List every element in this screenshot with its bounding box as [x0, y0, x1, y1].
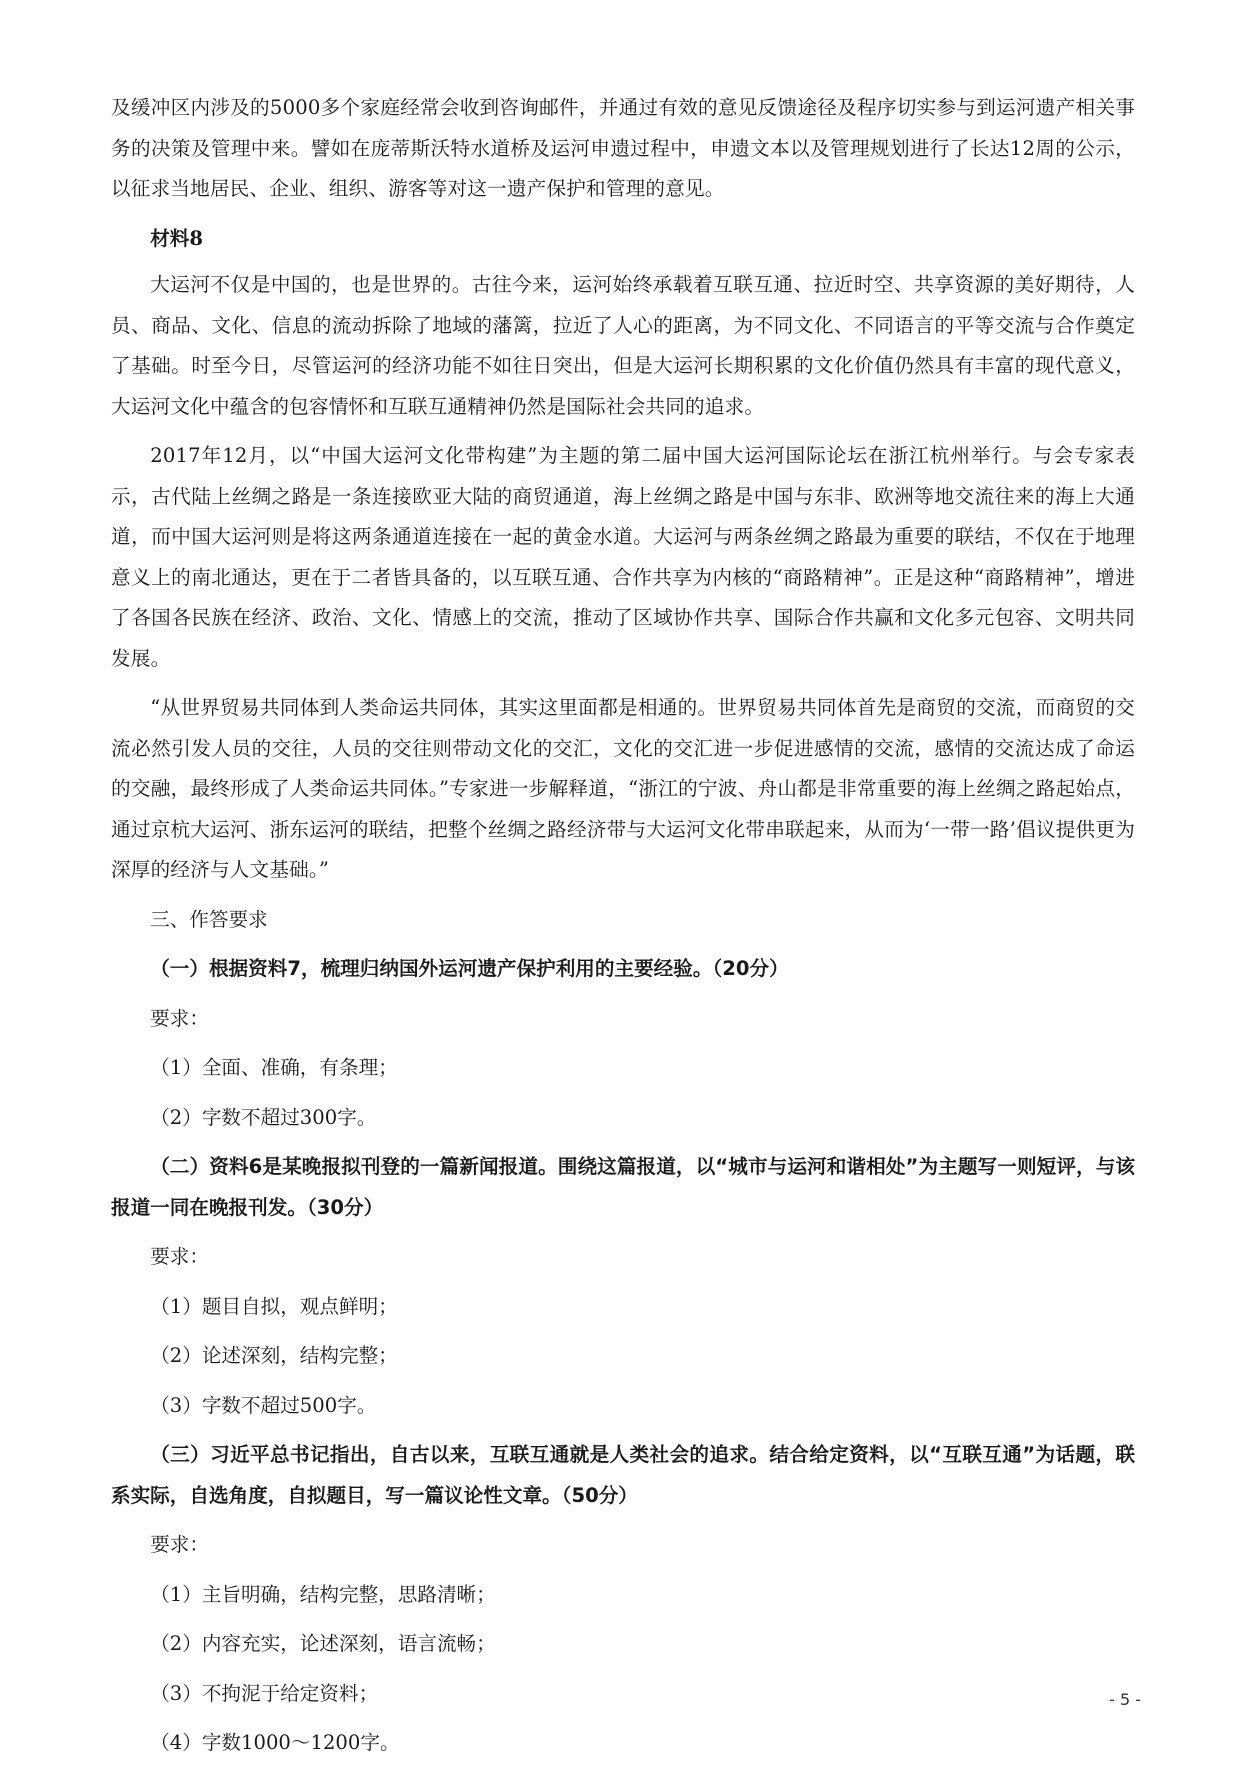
- document-page: [111, 88, 1135, 1773]
- question-3-requirement-3: （3）不拘泥于给定资料；: [150, 1681, 379, 1705]
- material8-heading: 材料8: [150, 226, 204, 250]
- material8-paragraph-3: “从世界贸易共同体到人类命运共同体，其实这里面都是相通的。世界贸易共同体首先是商贸的交流，而商贸的交流必然引发人员的交往，人员的交往则带动文化的交汇，文化的交汇进一步促进感情的交流，感情的交流达成了命运的交融，最终形成了人类命运共同体。”专家进一步解释道，“浙江的宁波、舟山都是非常重要的海上丝绸之路起始点，通过京杭大运河、浙东运河的联结，把整个丝绸之路经济带与大运河文化带串联起来，从而为‘一带一路’倡议提供更为深厚的经济与人文基础。”: [111, 696, 1135, 881]
- paragraph-continued: 及缓冲区内涉及的5000多个家庭经常会收到咨询邮件，并通过有效的意见反馈途径及程序切实参与到运河遗产相关事务的决策及管理中来。譬如在庞蒂斯沃特水道桥及运河申遗过程中，申遗文本以及管理规划进行了长达12周的公示，以征求当地居民、企业、组织、游客等对这一遗产保护和管理的意见。: [111, 96, 1135, 200]
- question-1-requirement-1: （1）全面、准确，有条理；: [150, 1056, 398, 1079]
- question-3-prompt: （三）习近平总书记指出，自古以来，互联互通就是人类社会的追求。结合给定资料，以“互联互通”为话题，联系实际，自选角度，自拟题目，写一篇议论性文章。（50分）: [111, 1443, 1135, 1507]
- question-3-requirement-2: （2）内容充实，论述深刻，语言流畅；: [150, 1632, 496, 1655]
- question-3-requirement-1: （1）主旨明确，结构完整，思路清晰；: [150, 1582, 496, 1606]
- question-2-requirements-label: 要求：: [150, 1245, 209, 1268]
- question-1-requirements-label: 要求：: [150, 1006, 209, 1030]
- material8-paragraph-1: 大运河不仅是中国的，也是世界的。古往今来，运河始终承载着互联互通、拉近时空、共享资源的美好期待，人员、商品、文化、信息的流动拆除了地域的藩篱，拉近了人心的距离，为不同文化、不同语言的平等交流与合作奠定了基础。时至今日，尽管运河的经济功能不如往日突出，但是大运河长期积累的文化价值仍然具有丰富的现代意义，大运河文化中蕴含的包容情怀和互联互通精神仍然是国际社会共同的追求。: [111, 273, 1135, 418]
- question-2-requirement-1: （1）题目自拟，观点鲜明；: [150, 1294, 398, 1318]
- question-2-requirement-2: （2）论述深刻，结构完整；: [150, 1344, 398, 1367]
- question-3-requirement-4: （4）字数1000～1200字。: [150, 1731, 400, 1754]
- question-2-prompt: （二）资料6是某晚报拟刊登的一篇新闻报道。围绕这篇报道，以“城市与运河和谐相处”为主题写一则短评，与该报道一同在晚报刊发。（30分）: [111, 1155, 1135, 1219]
- page-number: - 5 -: [1109, 1690, 1141, 1709]
- question-3-requirements-label: 要求：: [150, 1533, 209, 1556]
- material8-paragraph-2: 2017年12月，以“中国大运河文化带构建”为主题的第二届中国大运河国际论坛在浙江杭州举行。与会专家表示，古代陆上丝绸之路是一条连接欧亚大陆的商贸通道，海上丝绸之路是中国与东非、欧洲等地交流往来的海上大通道，而中国大运河则是将这两条通道连接在一起的黄金水道。大运河与两条丝绸之路最为重要的联结，不仅在于地理意义上的南北通达，更在于二者皆具备的，以互联互通、合作共享为内核的“商路精神”。正是这种“商路精神”，增进了各国各民族在经济、政治、文化、情感上的交流，推动了区域协作共享、国际合作共赢和文化多元包容、文明共同发展。: [111, 444, 1135, 670]
- section3-title: 三、作答要求: [150, 907, 268, 931]
- question-1-requirement-2: （2）字数不超过300字。: [150, 1105, 377, 1129]
- question-2-requirement-3: （3）字数不超过500字。: [150, 1393, 377, 1417]
- question-1-prompt: （一）根据资料7，梳理归纳国外运河遗产保护利用的主要经验。（20分）: [150, 957, 789, 980]
